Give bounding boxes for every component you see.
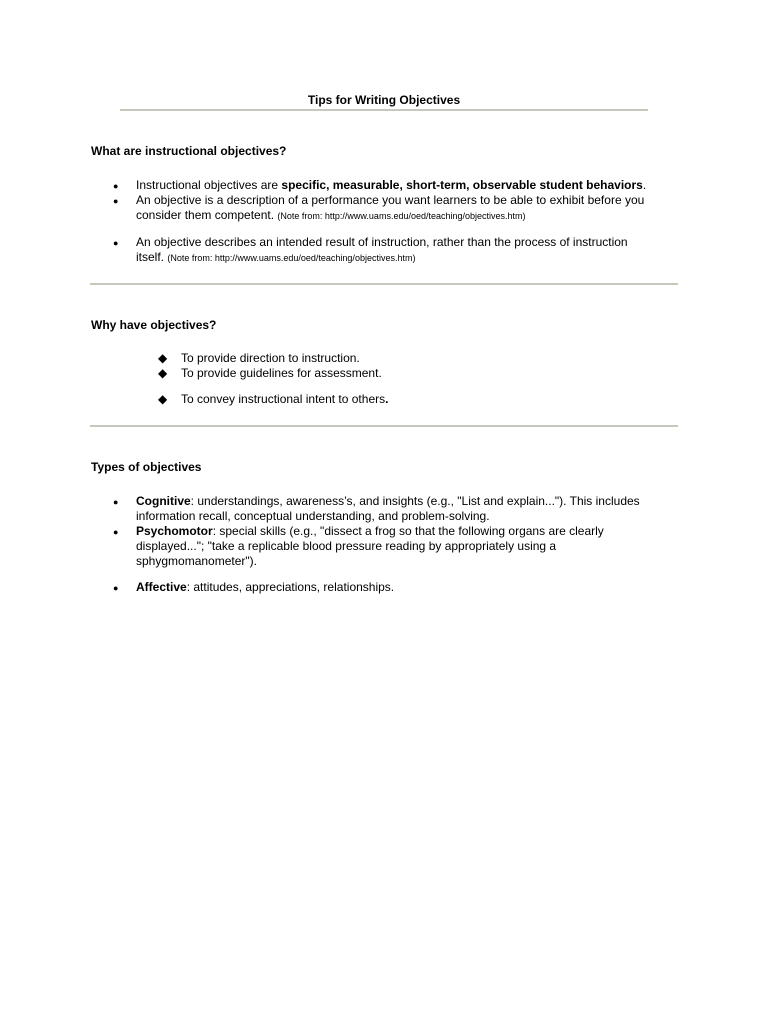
list-item: Instructional objectives are specific, measurable, short-term, observable student behaviors.	[136, 178, 647, 192]
bullet-icon: ●	[113, 196, 119, 206]
section-heading-types: Types of objectives	[91, 460, 202, 474]
title-divider	[120, 109, 648, 111]
bullet-icon: ●	[113, 583, 119, 593]
bullet-icon: ●	[113, 238, 119, 248]
section-heading-why: Why have objectives?	[91, 318, 217, 332]
bullet-icon: ●	[113, 181, 119, 191]
list-item: Cognitive: understandings, awareness’s, and insights (e.g., "List and explain..."). This includes information recall, conceptual understanding, and problem-solving.	[136, 494, 640, 523]
bullet-icon: ●	[113, 527, 119, 537]
section-divider	[90, 425, 678, 427]
diamond-bullet-icon: ◆	[158, 351, 168, 365]
diamond-bullet-icon: ◆	[158, 366, 168, 380]
list-item: An objective is a description of a performance you want learners to be able to exhibit before you consider them competent. (Note from: http://www.uams.edu/oed/teaching/objectives.htm)	[136, 193, 645, 222]
list-item: Psychomotor: special skills (e.g., "dissect a frog so that the following organs are clearly displayed..."; "take a replicable blood pressure reading by appropriately using a sphygmomanometer").	[136, 524, 604, 568]
document-title: Tips for Writing Objectives	[307, 93, 461, 107]
bullet-icon: ●	[113, 497, 119, 507]
diamond-bullet-icon: ◆	[158, 392, 168, 406]
list-item: To provide guidelines for assessment.	[181, 366, 382, 380]
source-note: (Note from: http://www.uams.edu/oed/teaching/objectives.htm)	[167, 253, 416, 263]
list-item: Affective: attitudes, appreciations, relationships.	[136, 580, 395, 594]
list-item: To convey instructional intent to others.	[181, 392, 389, 406]
section-heading-what: What are instructional objectives?	[91, 144, 287, 158]
section-divider	[90, 283, 678, 285]
list-item: An objective describes an intended result of instruction, rather than the process of instruction itself. (Note from: http://www.uams.edu/oed/teaching/objectives.htm)	[136, 235, 628, 264]
list-item: To provide direction to instruction.	[181, 351, 360, 365]
source-note: (Note from: http://www.uams.edu/oed/teaching/objectives.htm)	[277, 211, 526, 221]
